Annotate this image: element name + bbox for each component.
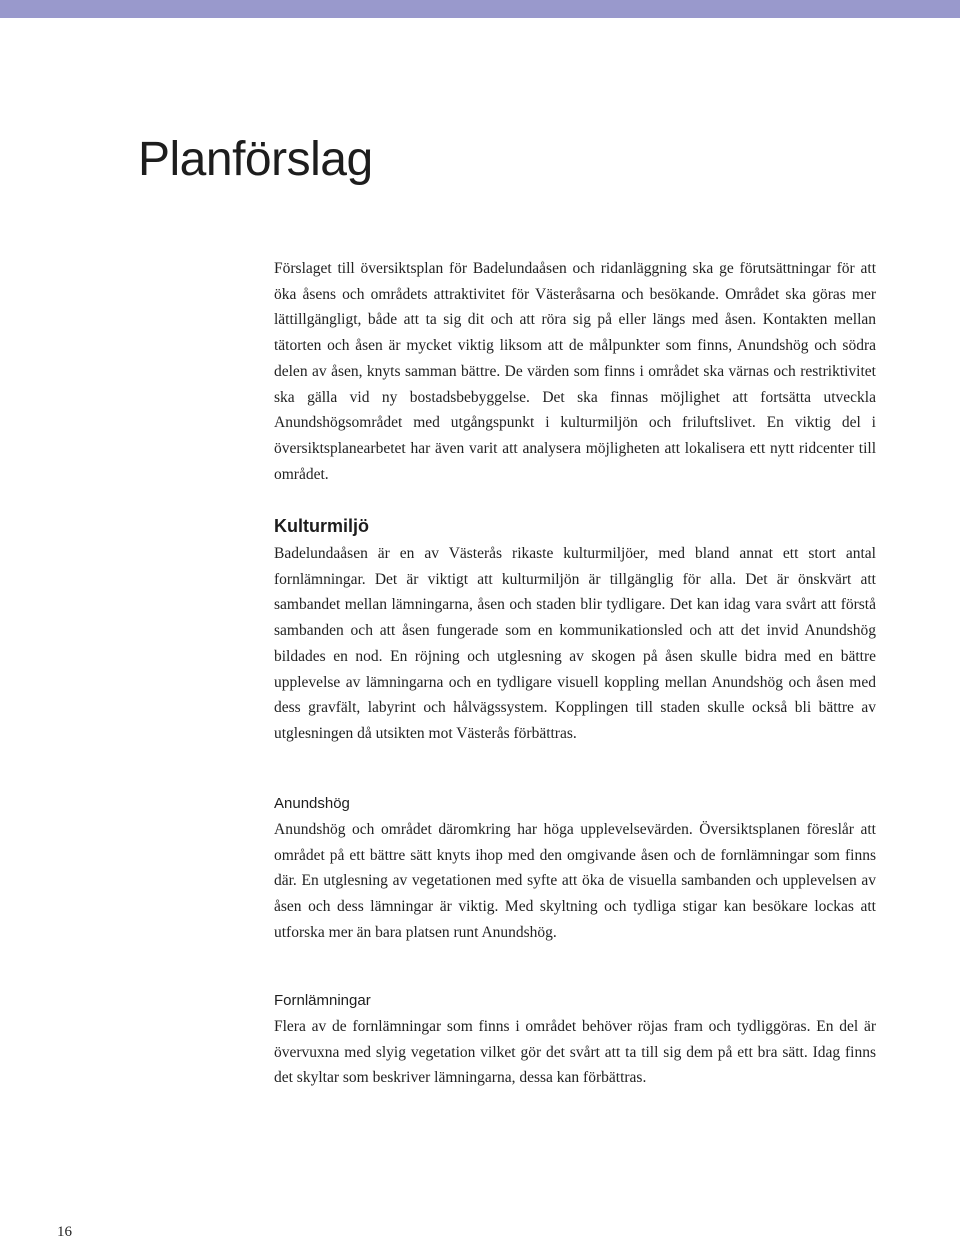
top-color-bar: [0, 0, 960, 18]
kulturmiljo-text-block: [274, 541, 876, 747]
page-title: Planförslag: [138, 133, 373, 186]
anundshog-text-block: [274, 817, 876, 946]
kulturmiljo-paragraph: Badelundaåsen är en av Västerås rikaste kulturmiljöer, med bland annat ett stort antal fornlämningar. Det är viktigt att kulturmiljön är tillgänglig för alla. Det är önskvärt att sambandet mellan lämningarna, åsen och staden blir tydligare. Det kan idag vara svårt att förstå sambanden och att åsen fungerade som en kommunikationsled och att det invid Anundshög bildades en nod. En röjning och utglesning av skogen på åsen skulle bidra med en bättre upplevelse av lämningarna och en tydligare visuell koppling mellan Anundshög och åsen med dess gravfält, labyrint och hålvägssystem. Kopplingen till staden skulle också bli bättre av utglesningen då utsikten mot Västerås förbättras.: [274, 545, 876, 742]
intro-paragraph: Förslaget till översiktsplan för Badelundaåsen och ridanläggning ska ge förutsättningar för att öka åsens och områdets attraktivitet för Västeråsarna och besökande. Området ska göras mer lättillgängligt, både att ta sig dit och att röra sig på eller längs med åsen. Kontakten mellan tätorten och åsen är mycket viktig liksom att de målpunkter som finns, Anundshög och södra delen av åsen, knyts samman bättre. De värden som finns i området ska värnas och restriktivitet ska gälla vid ny bostadsbebyggelse. Det ska finnas möjlighet att fortsätta utveckla Anundshögsområdet med utgångspunkt i kulturmiljön och friluftslivet. En viktig del i översiktsplanearbetet har även varit att analysera möjligheten att lokalisera ett nytt ridcenter till området.: [274, 260, 876, 483]
fornlamningar-paragraph: Flera av de fornlämningar som finns i området behöver röjas fram och tydliggöras. En del är övervuxna med slyig vegetation vilket gör det svårt att ta till sig dem på ett bra sätt. Idag finns det skyltar som beskriver lämningarna, dessa kan förbättras.: [274, 1018, 876, 1087]
subheading-anundshog: Anundshög: [274, 795, 350, 812]
intro-text-block: [274, 256, 876, 487]
page-number: 16: [57, 1224, 72, 1240]
anundshog-paragraph: Anundshög och området däromkring har höga upplevelsevärden. Översiktsplanen föreslår att området på ett bättre sätt knyts ihop med den omgivande åsen och de fornlämningar som finns där. En utglesning av vegetationen med syfte att öka de visuella sambanden och upplevelsen av åsen och dess lämningar är viktig. Med skyltning och tydliga stigar kan besökare lockas att utforska mer än bara platsen runt Anundshög.: [274, 821, 876, 941]
fornlamningar-text-block: [274, 1014, 876, 1091]
subheading-fornlamningar: Fornlämningar: [274, 992, 371, 1009]
section-heading-kulturmiljo: Kulturmiljö: [274, 516, 369, 536]
